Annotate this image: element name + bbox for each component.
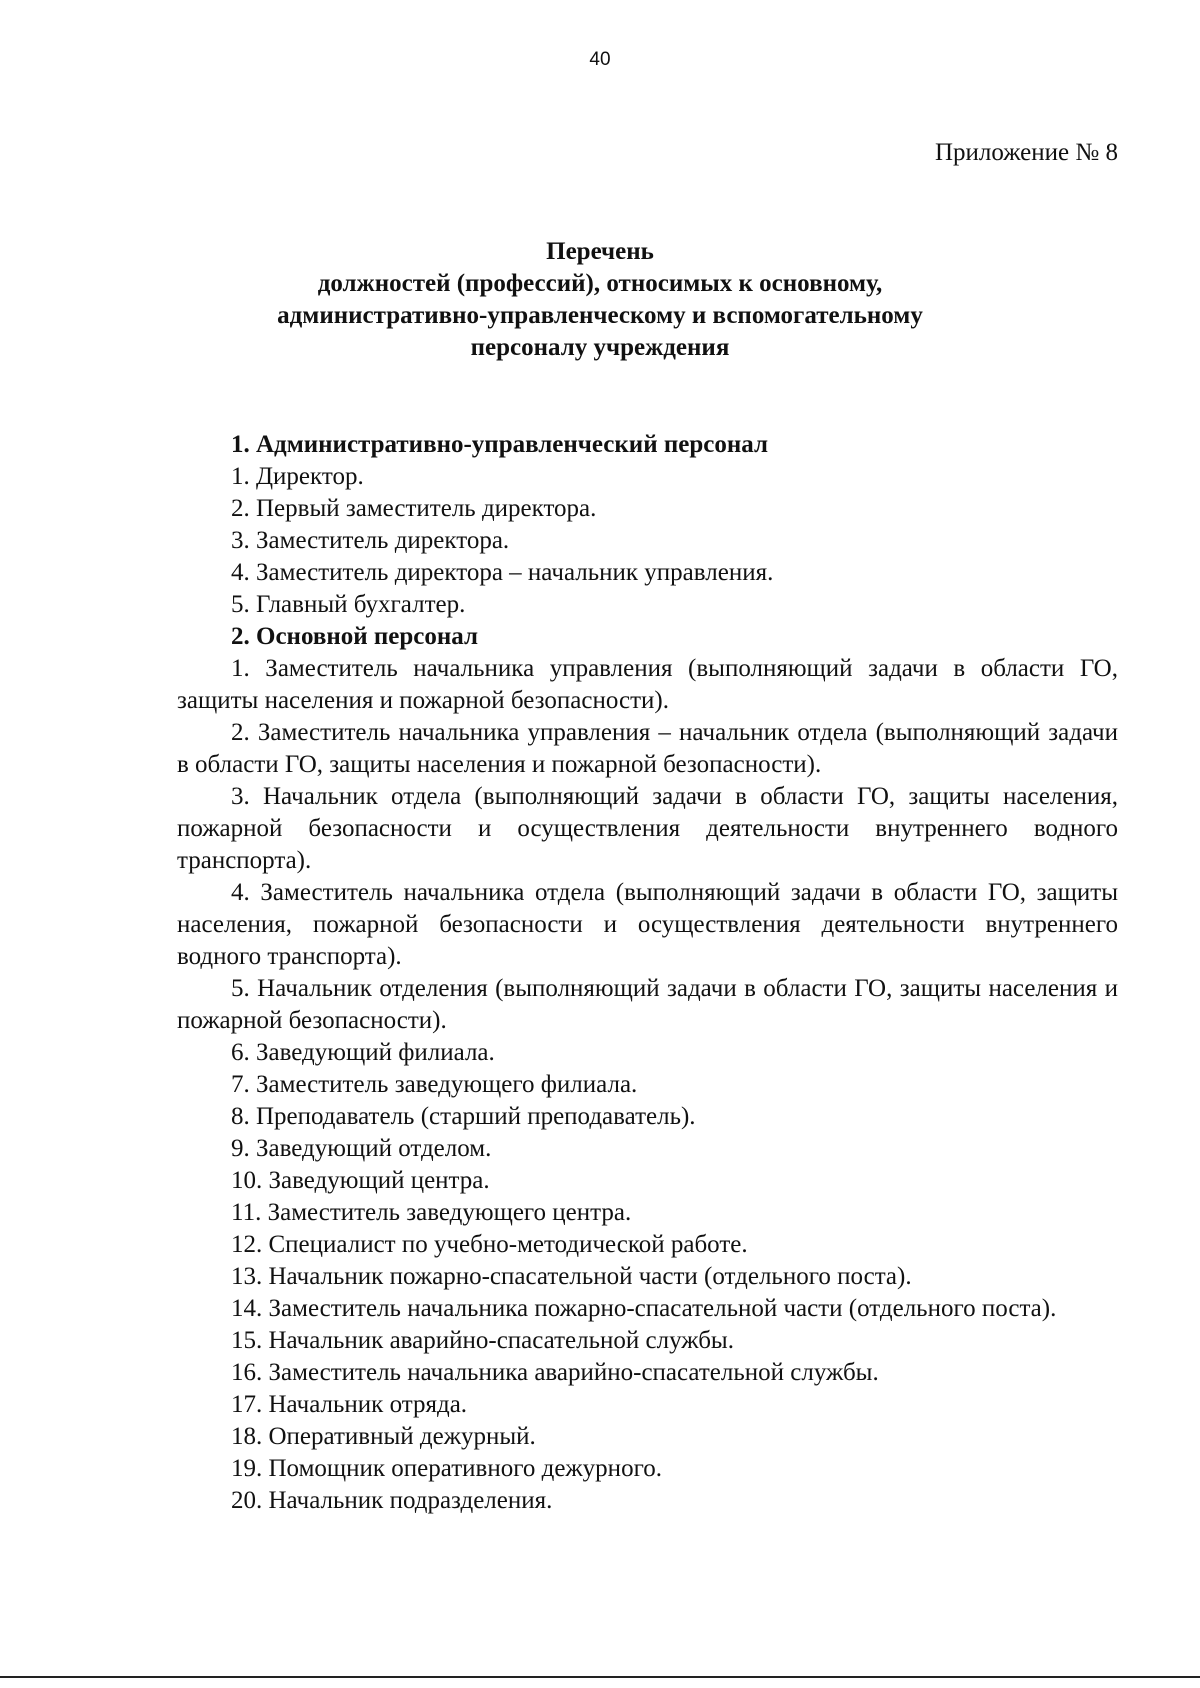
title-line: административно-управленческому и вспомогательному (277, 302, 923, 329)
list-item: 1. Заместитель начальника управления (выполняющий задачи в области ГО, защиты населения и пожарной безопасности). (177, 655, 1118, 714)
list-item: 13. Начальник пожарно-спасательной части (отдельного поста). (231, 1263, 912, 1290)
title-line: персоналу учреждения (470, 334, 730, 361)
page-number: 40 (589, 49, 611, 70)
title-line: Перечень (546, 238, 654, 265)
list-item: 18. Оперативный дежурный. (231, 1423, 536, 1450)
section-heading-admin: 1. Административно-управленческий персонал (231, 431, 769, 458)
list-item: 3. Заместитель директора. (231, 527, 510, 554)
document-title (0, 236, 1200, 364)
list-item: 16. Заместитель начальника аварийно-спасательной службы. (231, 1359, 879, 1386)
appendix-label: Приложение № 8 (934, 139, 1118, 166)
list-item: 20. Начальник подразделения. (231, 1487, 553, 1514)
list-item: 19. Помощник оперативного дежурного. (231, 1455, 662, 1482)
list-item: 4. Заместитель директора – начальник управления. (231, 559, 774, 586)
list-item: 17. Начальник отряда. (231, 1391, 468, 1418)
list-item: 1. Директор. (231, 463, 364, 490)
list-item: 3. Начальник отдела (выполняющий задачи в области ГО, защиты населения, пожарной безопасности и осуществления деятельности внутреннего водного транспорта). (177, 783, 1118, 874)
list-item: 15. Начальник аварийно-спасательной службы. (231, 1327, 734, 1354)
document-body (177, 429, 1118, 1517)
list-item: 9. Заведующий отделом. (231, 1135, 492, 1162)
list-item: 14. Заместитель начальника пожарно-спасательной части (отдельного поста). (231, 1295, 1057, 1322)
list-item: 12. Специалист по учебно-методической работе. (231, 1231, 748, 1258)
list-item: 6. Заведующий филиала. (231, 1039, 495, 1066)
list-item: 5. Начальник отделения (выполняющий задачи в области ГО, защиты населения и пожарной безопасности). (177, 975, 1118, 1034)
scan-bottom-edge (0, 1676, 1200, 1678)
list-item: 7. Заместитель заведующего филиала. (231, 1071, 638, 1098)
list-item: 11. Заместитель заведующего центра. (231, 1199, 632, 1226)
list-item: 2. Заместитель начальника управления – начальник отдела (выполняющий задачи в области ГО, защиты населения и пожарной безопасности). (177, 719, 1118, 778)
section-heading-main: 2. Основной персонал (231, 623, 479, 650)
list-item: 5. Главный бухгалтер. (231, 591, 466, 618)
list-item: 10. Заведующий центра. (231, 1167, 490, 1194)
list-item: 8. Преподаватель (старший преподаватель). (231, 1103, 696, 1130)
list-item: 2. Первый заместитель директора. (231, 495, 597, 522)
title-line: должностей (профессий), относимых к основному, (317, 270, 883, 297)
list-item: 4. Заместитель начальника отдела (выполняющий задачи в области ГО, защиты населения, пожарной безопасности и осуществления деятельности внутреннего водного транспорта). (177, 879, 1118, 970)
